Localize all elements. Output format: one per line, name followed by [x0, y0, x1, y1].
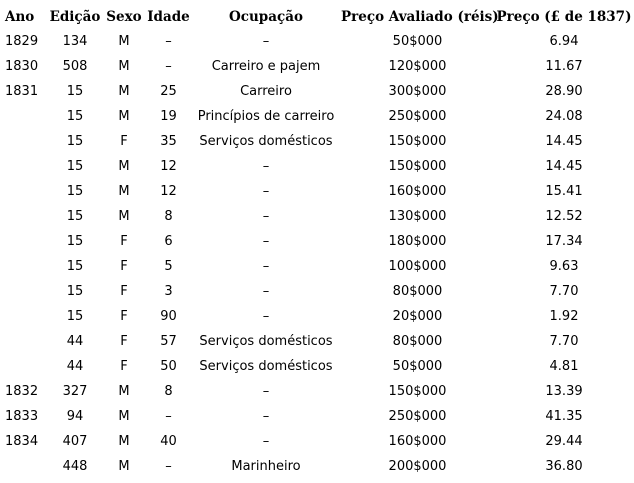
cell-preco-reis: 50$000: [392, 359, 443, 374]
cell-edicao: 15: [66, 109, 84, 124]
cell-ocupacao: –: [262, 184, 270, 199]
cell-preco-reis: 20$000: [392, 309, 443, 324]
cell-ocupacao: –: [262, 259, 270, 274]
cell-preco-reis: 120$000: [388, 59, 447, 74]
table-body: [0, 29, 634, 479]
cell-idade: 12: [160, 159, 177, 174]
cell-sexo: M: [118, 409, 130, 424]
cell-idade: –: [165, 459, 172, 474]
cell-ocupacao: –: [262, 209, 270, 224]
cell-edicao: 15: [66, 309, 84, 324]
cell-sexo: F: [120, 309, 128, 324]
cell-idade: 8: [164, 384, 173, 399]
cell-edicao: 407: [62, 434, 88, 449]
table-row: [0, 179, 634, 204]
table-header: [0, 5, 634, 29]
cell-ocupacao: –: [262, 234, 270, 249]
cell-preco-reis: 160$000: [388, 184, 447, 199]
cell-preco-reis: 180$000: [388, 234, 447, 249]
cell-sexo: M: [118, 459, 130, 474]
header-sexo: Sexo: [106, 9, 142, 25]
cell-preco-libras: 4.81: [549, 359, 579, 374]
cell-ocupacao: Serviços domésticos: [199, 134, 333, 149]
cell-edicao: 134: [62, 34, 88, 49]
cell-ano: [0, 104, 48, 129]
cell-idade: 90: [160, 309, 177, 324]
cell-idade: 12: [160, 184, 177, 199]
cell-preco-reis: 250$000: [388, 109, 447, 124]
cell-sexo: F: [120, 234, 128, 249]
header-preco-reis: Preço Avaliado (réis): [341, 9, 499, 25]
cell-preco-reis: 150$000: [388, 384, 447, 399]
table-row: [0, 379, 634, 404]
cell-preco-reis: 100$000: [388, 259, 447, 274]
cell-edicao: 15: [66, 84, 84, 99]
cell-ocupacao: –: [262, 34, 270, 49]
cell-ano: [0, 354, 48, 379]
cell-edicao: 15: [66, 159, 84, 174]
cell-edicao: 44: [66, 334, 84, 349]
cell-edicao: 15: [66, 209, 84, 224]
cell-edicao: 448: [62, 459, 88, 474]
cell-preco-libras: 14.45: [545, 159, 583, 174]
cell-preco-reis: 150$000: [388, 134, 447, 149]
cell-sexo: M: [118, 209, 130, 224]
cell-sexo: M: [118, 84, 130, 99]
cell-idade: 8: [164, 209, 173, 224]
table-row: [0, 54, 634, 79]
cell-ocupacao: –: [262, 384, 270, 399]
cell-ano: [0, 329, 48, 354]
cell-preco-libras: 11.67: [545, 59, 583, 74]
cell-ano: [0, 254, 48, 279]
cell-ano: [0, 279, 48, 304]
cell-ano: [0, 129, 48, 154]
cell-preco-reis: 300$000: [388, 84, 447, 99]
cell-ano: [0, 179, 48, 204]
cell-ocupacao: Carreiro e pajem: [211, 59, 321, 74]
table-row: [0, 104, 634, 129]
cell-preco-libras: 9.63: [549, 259, 579, 274]
table-row: [0, 304, 634, 329]
cell-ocupacao: Serviços domésticos: [199, 359, 333, 374]
header-preco-libras: Preço (£ de 1837): [496, 9, 632, 25]
cell-ano: [0, 229, 48, 254]
cell-preco-libras: 17.34: [545, 234, 583, 249]
cell-idade: 35: [160, 134, 177, 149]
cell-sexo: F: [120, 259, 128, 274]
header-edicao: Edição: [49, 9, 101, 25]
cell-ano: 1830: [5, 59, 39, 74]
cell-idade: –: [165, 34, 172, 49]
cell-preco-libras: 13.39: [545, 384, 583, 399]
table-row: [0, 329, 634, 354]
cell-preco-libras: 24.08: [545, 109, 583, 124]
table-row: [0, 429, 634, 454]
cell-preco-reis: 160$000: [388, 434, 447, 449]
cell-ano: [0, 454, 48, 479]
table-row: [0, 254, 634, 279]
cell-edicao: 15: [66, 134, 84, 149]
table-row: [0, 354, 634, 379]
cell-idade: –: [165, 59, 172, 74]
header-ano: Ano: [5, 9, 35, 25]
table-row: [0, 154, 634, 179]
table-row: [0, 404, 634, 429]
cell-sexo: F: [120, 334, 128, 349]
cell-ocupacao: –: [262, 409, 270, 424]
cell-ocupacao: Marinheiro: [231, 459, 301, 474]
cell-preco-libras: 15.41: [545, 184, 583, 199]
cell-idade: 6: [164, 234, 173, 249]
cell-ocupacao: Princípios de carreiro: [197, 109, 335, 124]
cell-idade: –: [165, 409, 172, 424]
cell-idade: 40: [160, 434, 177, 449]
table-row: [0, 229, 634, 254]
cell-sexo: M: [118, 109, 130, 124]
cell-sexo: M: [118, 384, 130, 399]
cell-preco-reis: 250$000: [388, 409, 447, 424]
cell-ocupacao: Carreiro: [240, 84, 292, 99]
cell-edicao: 15: [66, 234, 84, 249]
cell-preco-libras: 6.94: [549, 34, 579, 49]
cell-sexo: F: [120, 284, 128, 299]
cell-sexo: M: [118, 59, 130, 74]
cell-ano: 1834: [5, 434, 39, 449]
cell-sexo: M: [118, 34, 130, 49]
cell-sexo: F: [120, 134, 128, 149]
cell-edicao: 15: [66, 284, 84, 299]
header-idade: Idade: [147, 9, 190, 25]
cell-preco-reis: 80$000: [392, 284, 443, 299]
cell-ocupacao: –: [262, 434, 270, 449]
table-row: [0, 29, 634, 54]
cell-preco-reis: 130$000: [388, 209, 447, 224]
cell-idade: 19: [160, 109, 177, 124]
cell-edicao: 15: [66, 259, 84, 274]
cell-ano: 1833: [5, 409, 39, 424]
cell-idade: 3: [164, 284, 173, 299]
cell-sexo: F: [120, 359, 128, 374]
cell-preco-reis: 80$000: [392, 334, 443, 349]
cell-preco-libras: 41.35: [545, 409, 583, 424]
cell-preco-reis: 150$000: [388, 159, 447, 174]
cell-idade: 5: [164, 259, 173, 274]
cell-edicao: 44: [66, 359, 84, 374]
table-row: [0, 454, 634, 479]
cell-ano: [0, 204, 48, 229]
cell-preco-libras: 7.70: [549, 334, 579, 349]
cell-ocupacao: –: [262, 284, 270, 299]
cell-preco-libras: 36.80: [545, 459, 583, 474]
table-row: [0, 79, 634, 104]
cell-ano: [0, 304, 48, 329]
cell-preco-libras: 12.52: [545, 209, 583, 224]
header-row: [0, 5, 634, 29]
cell-sexo: M: [118, 159, 130, 174]
cell-sexo: M: [118, 184, 130, 199]
cell-ocupacao: –: [262, 309, 270, 324]
cell-ano: 1829: [5, 34, 39, 49]
cell-preco-libras: 1.92: [549, 309, 579, 324]
table-row: [0, 204, 634, 229]
cell-preco-libras: 7.70: [549, 284, 579, 299]
cell-preco-reis: 200$000: [388, 459, 447, 474]
cell-preco-libras: 14.45: [545, 134, 583, 149]
cell-idade: 50: [160, 359, 177, 374]
cell-edicao: 15: [66, 184, 84, 199]
table-row: [0, 129, 634, 154]
cell-ocupacao: –: [262, 159, 270, 174]
cell-edicao: 327: [62, 384, 88, 399]
slave-price-table: [0, 5, 634, 479]
cell-sexo: M: [118, 434, 130, 449]
cell-idade: 57: [160, 334, 177, 349]
cell-ocupacao: Serviços domésticos: [199, 334, 333, 349]
cell-preco-libras: 29.44: [545, 434, 583, 449]
table-row: [0, 279, 634, 304]
header-ocupacao: Ocupação: [229, 9, 303, 25]
cell-edicao: 94: [66, 409, 84, 424]
cell-ano: 1831: [5, 84, 39, 99]
cell-ano: [0, 154, 48, 179]
cell-idade: 25: [160, 84, 177, 99]
cell-preco-reis: 50$000: [392, 34, 443, 49]
cell-preco-libras: 28.90: [545, 84, 583, 99]
cell-edicao: 508: [62, 59, 88, 74]
cell-ano: 1832: [5, 384, 39, 399]
